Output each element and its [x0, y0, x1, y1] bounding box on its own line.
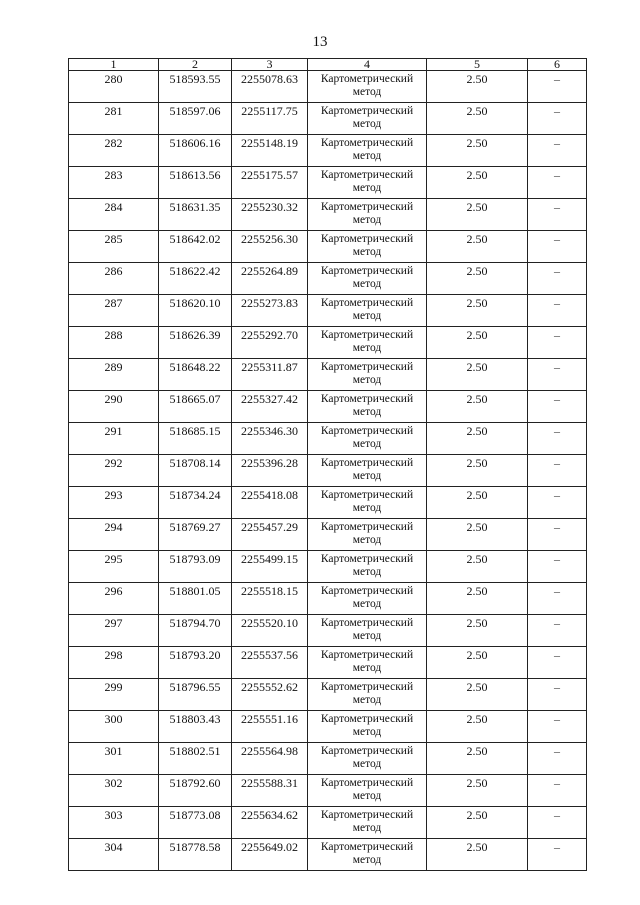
method-cell: Картометрический метод: [308, 167, 427, 199]
x-coordinate-cell: 518597.06: [159, 103, 232, 135]
x-coordinate-cell: 518631.35: [159, 199, 232, 231]
table-row: [69, 71, 587, 103]
note-cell: –: [528, 743, 587, 775]
y-coordinate-cell: 2255292.70: [232, 327, 308, 359]
page-number: 13: [312, 34, 328, 50]
point-number-cell: 298: [69, 647, 159, 679]
table-row: [69, 167, 587, 199]
point-number-cell: 283: [69, 167, 159, 199]
note-cell: –: [528, 231, 587, 263]
accuracy-cell: 2.50: [427, 455, 528, 487]
table-row: [69, 263, 587, 295]
accuracy-cell: 2.50: [427, 775, 528, 807]
x-coordinate-cell: 518801.05: [159, 583, 232, 615]
point-number-cell: 291: [69, 423, 159, 455]
table-row: [69, 423, 587, 455]
y-coordinate-cell: 2255256.30: [232, 231, 308, 263]
point-number-cell: 282: [69, 135, 159, 167]
point-number-cell: 295: [69, 551, 159, 583]
method-cell: Картометрический метод: [308, 743, 427, 775]
method-cell: Картометрический метод: [308, 615, 427, 647]
method-cell: Картометрический метод: [308, 199, 427, 231]
x-coordinate-cell: 518794.70: [159, 615, 232, 647]
table-row: [69, 231, 587, 263]
y-coordinate-cell: 2255396.28: [232, 455, 308, 487]
accuracy-cell: 2.50: [427, 583, 528, 615]
table-row: [69, 519, 587, 551]
x-coordinate-cell: 518648.22: [159, 359, 232, 391]
accuracy-cell: 2.50: [427, 679, 528, 711]
x-coordinate-cell: 518626.39: [159, 327, 232, 359]
accuracy-cell: 2.50: [427, 423, 528, 455]
x-coordinate-cell: 518642.02: [159, 231, 232, 263]
table-row: [69, 199, 587, 231]
point-number-cell: 302: [69, 775, 159, 807]
note-cell: –: [528, 167, 587, 199]
x-coordinate-cell: 518593.55: [159, 71, 232, 103]
table-row: [69, 839, 587, 871]
x-coordinate-cell: 518734.24: [159, 487, 232, 519]
y-coordinate-cell: 2255457.29: [232, 519, 308, 551]
x-coordinate-cell: 518792.60: [159, 775, 232, 807]
table-row: [69, 775, 587, 807]
note-cell: –: [528, 519, 587, 551]
table-row: [69, 487, 587, 519]
method-cell: Картометрический метод: [308, 583, 427, 615]
table-row: [69, 647, 587, 679]
table-row: [69, 455, 587, 487]
table-row: [69, 359, 587, 391]
x-coordinate-cell: 518802.51: [159, 743, 232, 775]
y-coordinate-cell: 2255520.10: [232, 615, 308, 647]
note-cell: –: [528, 103, 587, 135]
table-row: [69, 679, 587, 711]
note-cell: –: [528, 135, 587, 167]
accuracy-cell: 2.50: [427, 487, 528, 519]
table-row: [69, 327, 587, 359]
note-cell: –: [528, 487, 587, 519]
table-row: [69, 807, 587, 839]
method-cell: Картометрический метод: [308, 423, 427, 455]
accuracy-cell: 2.50: [427, 295, 528, 327]
x-coordinate-cell: 518685.15: [159, 423, 232, 455]
y-coordinate-cell: 2255117.75: [232, 103, 308, 135]
y-coordinate-cell: 2255418.08: [232, 487, 308, 519]
accuracy-cell: 2.50: [427, 359, 528, 391]
point-number-cell: 304: [69, 839, 159, 871]
x-coordinate-cell: 518606.16: [159, 135, 232, 167]
column-header: 6: [528, 59, 587, 71]
y-coordinate-cell: 2255078.63: [232, 71, 308, 103]
accuracy-cell: 2.50: [427, 71, 528, 103]
point-number-cell: 285: [69, 231, 159, 263]
y-coordinate-cell: 2255588.31: [232, 775, 308, 807]
x-coordinate-cell: 518778.58: [159, 839, 232, 871]
accuracy-cell: 2.50: [427, 647, 528, 679]
accuracy-cell: 2.50: [427, 327, 528, 359]
method-cell: Картометрический метод: [308, 679, 427, 711]
method-cell: Картометрический метод: [308, 263, 427, 295]
x-coordinate-cell: 518793.20: [159, 647, 232, 679]
point-number-cell: 287: [69, 295, 159, 327]
method-cell: Картометрический метод: [308, 231, 427, 263]
method-cell: Картометрический метод: [308, 647, 427, 679]
note-cell: –: [528, 679, 587, 711]
y-coordinate-cell: 2255264.89: [232, 263, 308, 295]
column-header: 2: [159, 59, 232, 71]
y-coordinate-cell: 2255499.15: [232, 551, 308, 583]
table-row: [69, 103, 587, 135]
note-cell: –: [528, 359, 587, 391]
x-coordinate-cell: 518613.56: [159, 167, 232, 199]
accuracy-cell: 2.50: [427, 231, 528, 263]
accuracy-cell: 2.50: [427, 839, 528, 871]
note-cell: –: [528, 423, 587, 455]
point-number-cell: 297: [69, 615, 159, 647]
y-coordinate-cell: 2255230.32: [232, 199, 308, 231]
point-number-cell: 284: [69, 199, 159, 231]
note-cell: –: [528, 615, 587, 647]
accuracy-cell: 2.50: [427, 135, 528, 167]
method-cell: Картометрический метод: [308, 711, 427, 743]
method-cell: Картометрический метод: [308, 71, 427, 103]
point-number-cell: 288: [69, 327, 159, 359]
point-number-cell: 286: [69, 263, 159, 295]
accuracy-cell: 2.50: [427, 391, 528, 423]
column-header: 1: [69, 59, 159, 71]
accuracy-cell: 2.50: [427, 263, 528, 295]
point-number-cell: 294: [69, 519, 159, 551]
point-number-cell: 303: [69, 807, 159, 839]
note-cell: –: [528, 199, 587, 231]
method-cell: Картометрический метод: [308, 455, 427, 487]
point-number-cell: 300: [69, 711, 159, 743]
x-coordinate-cell: 518803.43: [159, 711, 232, 743]
table-row: [69, 743, 587, 775]
y-coordinate-cell: 2255649.02: [232, 839, 308, 871]
x-coordinate-cell: 518773.08: [159, 807, 232, 839]
note-cell: –: [528, 327, 587, 359]
y-coordinate-cell: 2255551.16: [232, 711, 308, 743]
accuracy-cell: 2.50: [427, 519, 528, 551]
x-coordinate-cell: 518708.14: [159, 455, 232, 487]
method-cell: Картометрический метод: [308, 135, 427, 167]
x-coordinate-cell: 518665.07: [159, 391, 232, 423]
method-cell: Картометрический метод: [308, 519, 427, 551]
x-coordinate-cell: 518796.55: [159, 679, 232, 711]
y-coordinate-cell: 2255327.42: [232, 391, 308, 423]
accuracy-cell: 2.50: [427, 103, 528, 135]
method-cell: Картометрический метод: [308, 359, 427, 391]
table-row: [69, 583, 587, 615]
method-cell: Картометрический метод: [308, 839, 427, 871]
method-cell: Картометрический метод: [308, 327, 427, 359]
y-coordinate-cell: 2255311.87: [232, 359, 308, 391]
table-row: [69, 615, 587, 647]
table-row: [69, 711, 587, 743]
point-number-cell: 299: [69, 679, 159, 711]
point-number-cell: 292: [69, 455, 159, 487]
x-coordinate-cell: 518620.10: [159, 295, 232, 327]
method-cell: Картометрический метод: [308, 295, 427, 327]
note-cell: –: [528, 263, 587, 295]
y-coordinate-cell: 2255634.62: [232, 807, 308, 839]
point-number-cell: 293: [69, 487, 159, 519]
x-coordinate-cell: 518622.42: [159, 263, 232, 295]
point-number-cell: 280: [69, 71, 159, 103]
accuracy-cell: 2.50: [427, 199, 528, 231]
note-cell: –: [528, 647, 587, 679]
table-row: [69, 391, 587, 423]
y-coordinate-cell: 2255175.57: [232, 167, 308, 199]
y-coordinate-cell: 2255518.15: [232, 583, 308, 615]
accuracy-cell: 2.50: [427, 807, 528, 839]
table-header: [69, 59, 587, 71]
point-number-cell: 301: [69, 743, 159, 775]
column-header: 5: [427, 59, 528, 71]
note-cell: –: [528, 71, 587, 103]
method-cell: Картометрический метод: [308, 807, 427, 839]
y-coordinate-cell: 2255346.30: [232, 423, 308, 455]
table-body: [69, 71, 587, 871]
note-cell: –: [528, 455, 587, 487]
method-cell: Картометрический метод: [308, 391, 427, 423]
x-coordinate-cell: 518793.09: [159, 551, 232, 583]
accuracy-cell: 2.50: [427, 551, 528, 583]
y-coordinate-cell: 2255564.98: [232, 743, 308, 775]
note-cell: –: [528, 839, 587, 871]
accuracy-cell: 2.50: [427, 615, 528, 647]
point-number-cell: 290: [69, 391, 159, 423]
accuracy-cell: 2.50: [427, 711, 528, 743]
y-coordinate-cell: 2255148.19: [232, 135, 308, 167]
method-cell: Картометрический метод: [308, 103, 427, 135]
table-row: [69, 135, 587, 167]
accuracy-cell: 2.50: [427, 167, 528, 199]
accuracy-cell: 2.50: [427, 743, 528, 775]
note-cell: –: [528, 775, 587, 807]
coordinates-table: [68, 58, 587, 871]
method-cell: Картометрический метод: [308, 775, 427, 807]
note-cell: –: [528, 295, 587, 327]
note-cell: –: [528, 391, 587, 423]
y-coordinate-cell: 2255537.56: [232, 647, 308, 679]
table-row: [69, 295, 587, 327]
note-cell: –: [528, 807, 587, 839]
point-number-cell: 296: [69, 583, 159, 615]
note-cell: –: [528, 583, 587, 615]
y-coordinate-cell: 2255273.83: [232, 295, 308, 327]
point-number-cell: 289: [69, 359, 159, 391]
note-cell: –: [528, 551, 587, 583]
point-number-cell: 281: [69, 103, 159, 135]
column-header: 3: [232, 59, 308, 71]
y-coordinate-cell: 2255552.62: [232, 679, 308, 711]
note-cell: –: [528, 711, 587, 743]
method-cell: Картометрический метод: [308, 487, 427, 519]
column-header: 4: [308, 59, 427, 71]
method-cell: Картометрический метод: [308, 551, 427, 583]
x-coordinate-cell: 518769.27: [159, 519, 232, 551]
table-row: [69, 551, 587, 583]
